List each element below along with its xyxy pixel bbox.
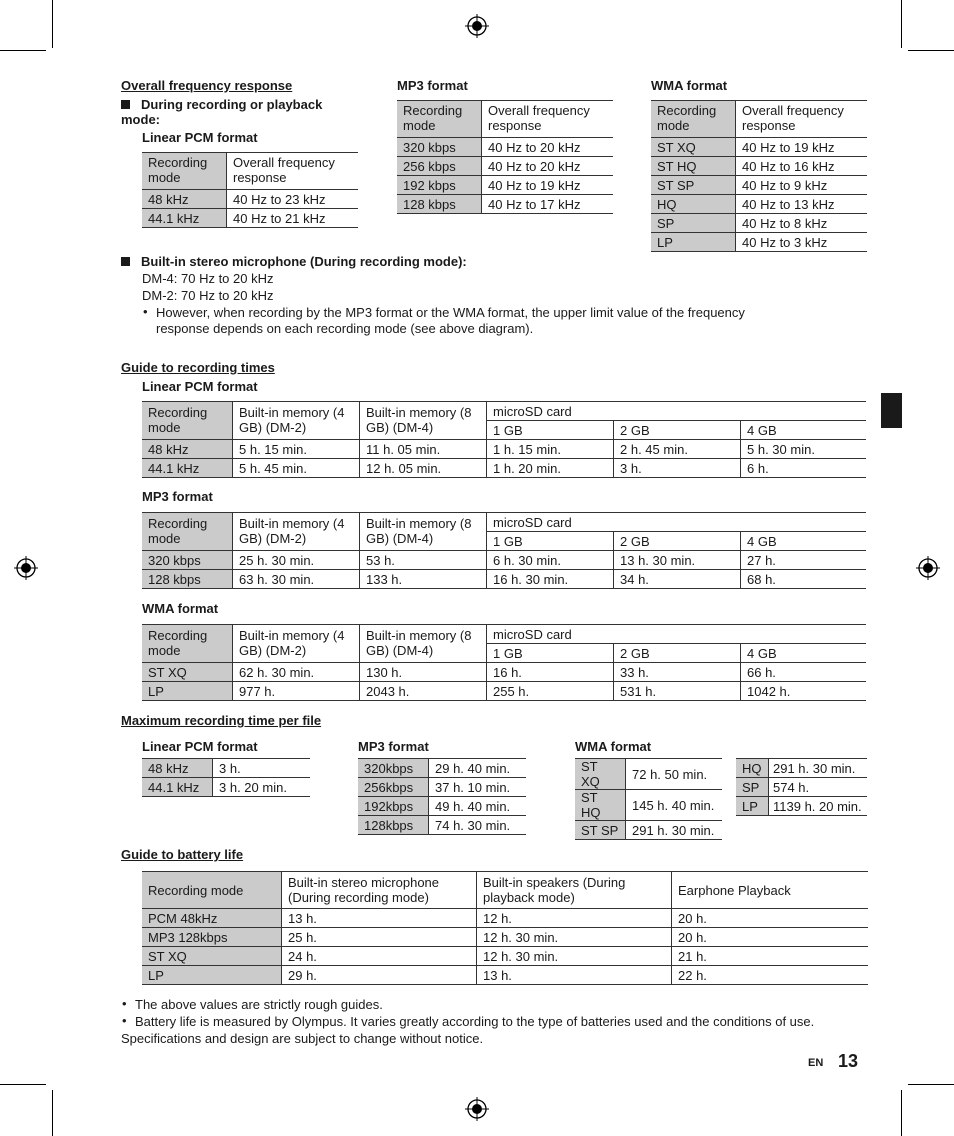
header-mode: Recording mode [142, 153, 227, 190]
mic-dm4: DM-4: 70 Hz to 20 kHz [142, 271, 274, 286]
guide-wma-table: Recording mode Built-in memory (4 GB) (DM-2) Built-in memory (8 GB) (DM-4) microSD card 1 GB 2 GB 4 GB ST XQ 62 h. 30 min. 130 h. 16 h. 33 h. 66 h. LP 977 h. 2043 h. 255 h. 531 h. 1042 h. [142, 624, 866, 701]
table-row: MP3 128kbps 25 h. 12 h. 30 min. 20 h. [142, 928, 868, 947]
freq-title: Overall frequency response [121, 78, 293, 93]
footer-note2: Battery life is measured by Olympus. It varies greatly according to the type of batteries used and the conditions of use. [135, 1014, 815, 1029]
table-row: 256 kbps 40 Hz to 20 kHz [397, 157, 613, 176]
table-row: LP 977 h. 2043 h. 255 h. 531 h. 1042 h. [142, 682, 866, 701]
square-bullet-icon [121, 100, 130, 109]
section-tab [881, 393, 902, 428]
table-row: ST XQ 40 Hz to 19 kHz [651, 138, 867, 157]
table-row: 44.1 kHz 3 h. 20 min. [142, 778, 310, 797]
table-row: 320kbps 29 h. 40 min. [358, 759, 526, 778]
freq-wma-title: WMA format [651, 78, 728, 93]
mic-note-line1: However, when recording by the MP3 format or the WMA format, the upper limit value of the frequency [156, 305, 745, 320]
table-row: LP 40 Hz to 3 kHz [651, 233, 867, 252]
table-row: 320 kbps 25 h. 30 min. 53 h. 6 h. 30 min. 13 h. 30 min. 27 h. [142, 551, 866, 570]
table-row: SP 40 Hz to 8 kHz [651, 214, 867, 233]
table-row: 256kbps 37 h. 10 min. [358, 778, 526, 797]
crop-mark [908, 1084, 954, 1085]
table-row: 192kbps 49 h. 40 min. [358, 797, 526, 816]
table-row: ST XQ 24 h. 12 h. 30 min. 21 h. [142, 947, 868, 966]
maxtime-pcm-title: Linear PCM format [142, 739, 258, 754]
crop-mark [901, 0, 902, 48]
freq-during: During recording or playback mode: [121, 97, 323, 127]
table-row: 320 kbps 40 Hz to 20 kHz [397, 138, 613, 157]
registration-mark-icon [916, 556, 940, 580]
crop-mark [901, 1090, 902, 1136]
freq-mp3-title: MP3 format [397, 78, 468, 93]
header-response: Overall frequency response [227, 153, 359, 190]
table-row: 48 kHz 40 Hz to 23 kHz [142, 190, 358, 209]
guide-title: Guide to recording times [121, 360, 275, 375]
table-row: 44.1 kHz 40 Hz to 21 kHz [142, 209, 358, 228]
table-row: 44.1 kHz 5 h. 45 min. 12 h. 05 min. 1 h. 20 min. 3 h. 6 h. [142, 459, 866, 478]
table-row: 128 kbps 40 Hz to 17 kHz [397, 195, 613, 214]
table-row: PCM 48kHz 13 h. 12 h. 20 h. [142, 909, 868, 928]
table-row: ST XQ 62 h. 30 min. 130 h. 16 h. 33 h. 66 h. [142, 663, 866, 682]
maxtime-pcm-table [142, 758, 310, 797]
bullet-dot: • [122, 996, 127, 1011]
crop-mark [0, 50, 46, 51]
freq-pcm-table [142, 152, 358, 228]
table-row: 128kbps 74 h. 30 min. [358, 816, 526, 835]
registration-mark-icon [14, 556, 38, 580]
table-row: 48 kHz 5 h. 15 min. 11 h. 05 min. 1 h. 15 min. 2 h. 45 min. 5 h. 30 min. [142, 440, 866, 459]
bullet-dot: • [122, 1013, 127, 1028]
table-row: ST SP 291 h. 30 min. [575, 821, 722, 840]
page-number: 13 [838, 1051, 859, 1071]
crop-mark [52, 1090, 53, 1136]
maxtime-mp3-title: MP3 format [358, 739, 429, 754]
language-label: EN [808, 1057, 824, 1069]
table-row: ST HQ 145 h. 40 min. [575, 790, 722, 821]
table-row: 128 kbps 63 h. 30 min. 133 h. 16 h. 30 min. 34 h. 68 h. [142, 570, 866, 589]
table-row: LP 1139 h. 20 min. [736, 797, 867, 816]
crop-mark [52, 0, 53, 48]
maxtime-mp3-table [358, 758, 526, 835]
table-row: 48 kHz 3 h. [142, 759, 310, 778]
guide-wma-title: WMA format [142, 601, 219, 616]
bullet-dot: • [143, 304, 148, 319]
battery-table: Recording mode Built-in stereo microphone (During recording mode) Built-in speakers (During playback mode) Earphone Playback PCM 48kHz 13 h. 12 h. 20 h. MP3 128kbps 25 h. 12 h. 30 min. 20 h. ST XQ 24 h. 12 h. 30 min. 21 h. LP 29 h. 13 h. 22 h. [142, 871, 868, 985]
guide-mp3-table: Recording mode Built-in memory (4 GB) (DM-2) Built-in memory (8 GB) (DM-4) microSD card 1 GB 2 GB 4 GB 320 kbps 25 h. 30 min. 53 h. 6 h. 30 min. 13 h. 30 min. 27 h. 128 kbps 63 h. 30 min. 133 h. 16 h. 30 min. 34 h. 68 h. [142, 512, 866, 589]
square-bullet-icon [121, 257, 130, 266]
maxtime-wma-title: WMA format [575, 739, 652, 754]
table-row: HQ 291 h. 30 min. [736, 759, 867, 778]
maxtime-wma-table-a [575, 758, 722, 840]
registration-mark-icon [465, 14, 489, 38]
table-row: SP 574 h. [736, 778, 867, 797]
freq-pcm-title: Linear PCM format [142, 130, 258, 145]
mic-dm2: DM-2: 70 Hz to 20 kHz [142, 288, 274, 303]
table-row: ST XQ 72 h. 50 min. [575, 759, 722, 790]
guide-mp3-title: MP3 format [142, 489, 213, 504]
table-row: LP 29 h. 13 h. 22 h. [142, 966, 868, 985]
table-row: 192 kbps 40 Hz to 19 kHz [397, 176, 613, 195]
freq-mp3-table: Recording mode Overall frequency response 320 kbps 40 Hz to 20 kHz 256 kbps 40 Hz to 20 kHz 192 kbps 40 Hz to 19 kHz 128 kbps 40 Hz to 17 kHz [397, 100, 613, 214]
footer-spec: Specifications and design are subject to change without notice. [121, 1031, 484, 1046]
maxtime-wma-table-b [736, 758, 867, 816]
table-row: ST HQ 40 Hz to 16 kHz [651, 157, 867, 176]
crop-mark [0, 1084, 46, 1085]
mic-note-line2: response depends on each recording mode (see above diagram). [156, 321, 534, 336]
freq-wma-table: Recording mode Overall frequency response ST XQ 40 Hz to 19 kHz ST HQ 40 Hz to 16 kHz ST SP 40 Hz to 9 kHz HQ 40 Hz to 13 kHz SP 40 Hz to 8 kHz LP 40 Hz to 3 kHz [651, 100, 867, 252]
battery-title: Guide to battery life [121, 847, 244, 862]
crop-mark [908, 50, 954, 51]
mic-title: Built-in stereo microphone (During recording mode): [121, 254, 467, 269]
guide-pcm-table: Recording mode Built-in memory (4 GB) (DM-2) Built-in memory (8 GB) (DM-4) microSD card 1 GB 2 GB 4 GB 48 kHz 5 h. 15 min. 11 h. 05 min. 1 h. 15 min. 2 h. 45 min. 5 h. 30 min. 44.1 kHz 5 h. 45 min. 12 h. 05 min. 1 h. 20 min. 3 h. 6 h. [142, 401, 866, 478]
registration-mark-icon [465, 1097, 489, 1121]
guide-pcm-title: Linear PCM format [142, 379, 258, 394]
maxtime-title: Maximum recording time per file [121, 713, 322, 728]
table-row: HQ 40 Hz to 13 kHz [651, 195, 867, 214]
table-row: ST SP 40 Hz to 9 kHz [651, 176, 867, 195]
footer-note1: The above values are strictly rough guides. [135, 997, 383, 1012]
